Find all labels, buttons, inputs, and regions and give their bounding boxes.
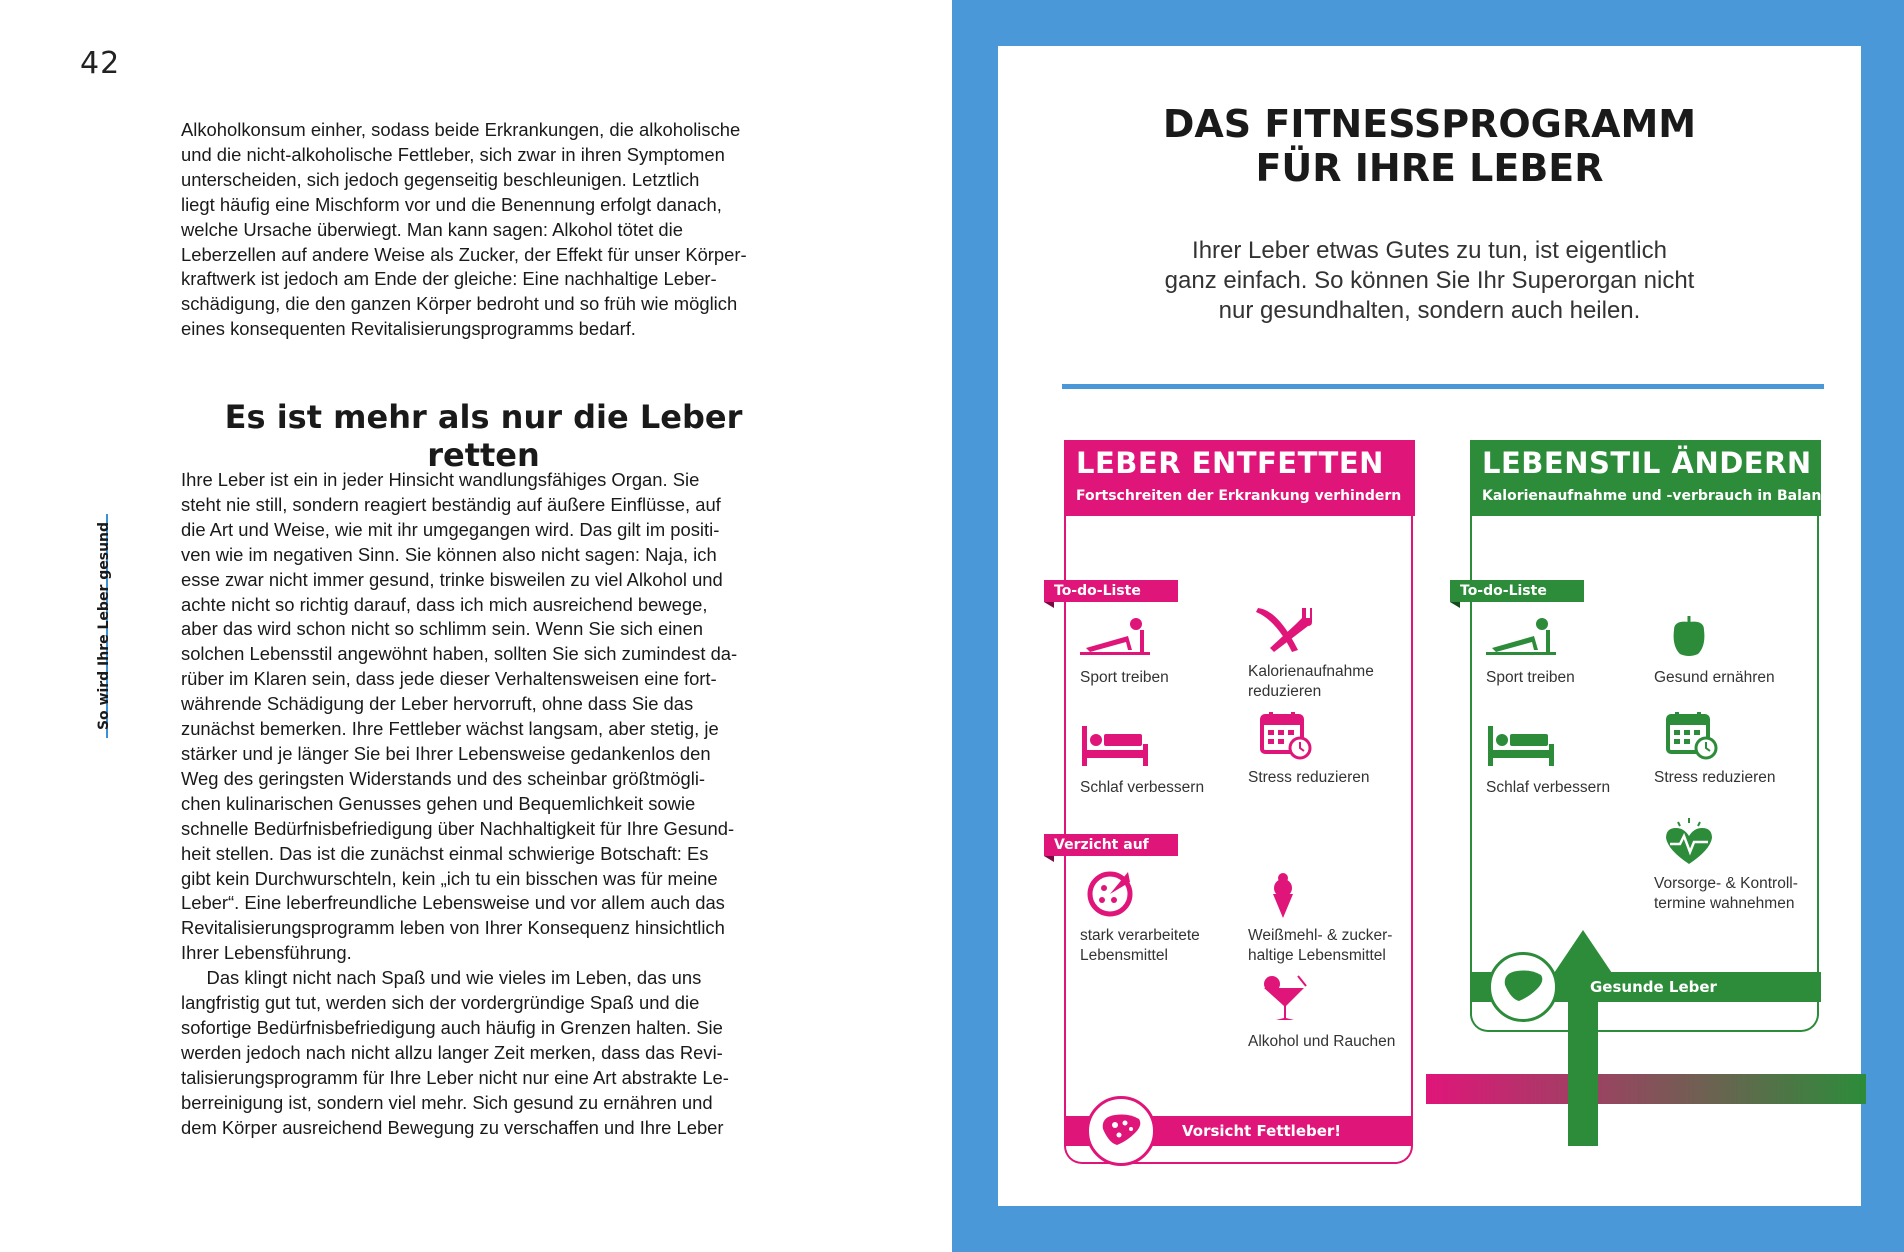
title-line: FÜR IHRE LEBER <box>1255 146 1604 190</box>
text-line: werden jedoch nach nicht allzu langer Zeit merken, dass das Revi- <box>181 1041 723 1063</box>
todo-tag: To-do-Liste <box>1044 580 1178 602</box>
page-number: 42 <box>80 46 121 81</box>
healthy-liver-badge <box>1488 952 1558 1022</box>
item-label: Kalorienaufnahme reduzieren <box>1248 663 1374 700</box>
text-line: schädigung, die den ganzen Körper bedroht und so früh wie möglich <box>181 293 738 315</box>
text-line: Leber“. Eine leberfreundliche Lebensweise und vor allem auch das <box>181 892 725 914</box>
text-line: aber das wird schon nicht so schlimm sein. Wenn Sie sich einen <box>181 618 703 640</box>
text-line: sofortige Bedürfnisbefriedigung auch häufig in Grenzen halten. Sie <box>181 1016 723 1038</box>
text-line: Weg des geringsten Widerstands und des scheinbar größtmögli- <box>181 767 706 789</box>
column-lebenstil-aendern <box>1460 440 1840 1032</box>
intro-line: ganz einfach. So können Sie Ihr Superorgan nicht <box>1164 267 1695 294</box>
text-line: Ihrer Lebensführung. <box>181 942 352 964</box>
text-line: stärker und je länger Sie bei Ihrer Lebensweise gedankenlos den <box>181 742 711 764</box>
text-line: kraftwerk ist jedoch am Ende der gleiche: Eine nachhaltige Leber- <box>181 268 717 290</box>
text-line: steht nie still, sondern reagiert beständig auf äußere Einflüsse, auf <box>181 493 721 515</box>
cocktail-icon <box>1248 974 1318 1024</box>
column-subtitle: Fortschreiten der Erkrankung verhindern <box>1076 488 1402 504</box>
text-line: dem Körper ausreichend Bewegung zu verschaffen und Ihre Leber <box>181 1116 724 1138</box>
text-line: währende Schädigung der Leber hervorruft, ohne dass Sie das <box>181 693 694 715</box>
text-line: die Art und Weise, wie mit ihr umgegangen wird. Das gilt im positi- <box>181 518 720 540</box>
intro-line: Ihrer Leber etwas Gutes zu tun, ist eigentlich <box>1192 237 1667 264</box>
divider-rule <box>1062 384 1824 389</box>
item-label: stark verarbeitete Lebensmittel <box>1080 927 1200 964</box>
right-page <box>952 0 1904 1252</box>
band-label: Gesunde Leber <box>1590 978 1717 996</box>
title-line: DAS FITNESSPROGRAMM <box>1162 102 1697 146</box>
text-line: rüber im Klaren sein, dass jede dieser Verhaltensweisen eine fort- <box>181 668 717 690</box>
item-label: Gesund ernähren <box>1654 669 1775 686</box>
text-line: langfristig gut tut, werden sich der vordergründige Spaß und die <box>181 992 700 1014</box>
item-label: Vorsorge- & Kontroll- termine wahnehmen <box>1654 875 1798 912</box>
fork-knife-icon <box>1248 604 1318 654</box>
column-title: LEBER ENTFETTEN <box>1076 446 1384 480</box>
item-label: Weißmehl- & zucker- haltige Lebensmittel <box>1248 927 1393 964</box>
item-stress <box>1654 710 1804 788</box>
item-label: Stress reduzieren <box>1248 769 1370 786</box>
todo-tag: To-do-Liste <box>1450 580 1584 602</box>
item-label: Sport treiben <box>1080 669 1169 686</box>
item-gesund <box>1654 610 1804 688</box>
bed-icon <box>1080 720 1150 770</box>
item-stress <box>1248 710 1398 788</box>
text-line: achte nicht so richtig darauf, dass ich mich ausreichend bewege, <box>181 593 708 615</box>
text-line: berreinigung ist, sondern viel mehr. Sich gesund zu ernähren und <box>181 1091 713 1113</box>
fatty-liver-badge <box>1086 1096 1156 1166</box>
text-line: Leberzellen auf andere Weise als Zucker, der Effekt für unser Körper- <box>181 243 747 265</box>
text-line: schnelle Bedürfnisbefriedigung über Nachhaltigkeit für Ihre Gesund- <box>181 817 735 839</box>
item-label: Sport treiben <box>1486 669 1575 686</box>
calendar-clock-icon <box>1248 710 1318 760</box>
text-line: Revitalisierungsprogramm leben von Ihrer Konsequenz hinsichtlich <box>181 917 725 939</box>
item-sport <box>1486 610 1636 688</box>
chapter-side-tab <box>96 514 110 738</box>
column-title: LEBENSTIL ÄNDERN <box>1482 446 1812 480</box>
pushup-icon <box>1486 610 1556 660</box>
pizza-icon <box>1080 868 1150 918</box>
text-line: unterscheiden, sich jedoch gegenseitig beschleunigen. Letztlich <box>181 168 700 190</box>
paragraph-2 <box>181 468 786 1140</box>
ice-cream-icon <box>1248 868 1318 918</box>
item-weissmehl <box>1248 868 1398 966</box>
fatty-liver-icon <box>1089 1099 1153 1163</box>
item-schlaf <box>1080 720 1230 798</box>
text-line: heit stellen. Das ist die zunächst einmal schwierige Botschaft: Es <box>181 842 709 864</box>
band-label: Vorsicht Fettleber! <box>1182 1122 1342 1140</box>
text-line: liegt häufig eine Mischform vor und die Benennung erfolgt danach, <box>181 193 722 215</box>
text-line: Das klingt nicht nach Spaß und wie vieles im Leben, das uns <box>181 967 702 989</box>
pushup-icon <box>1080 610 1150 660</box>
item-verarbeitet <box>1080 868 1230 966</box>
item-sport <box>1080 610 1230 688</box>
infographic-card <box>998 46 1861 1206</box>
column-leber-entfetten <box>1054 440 1413 1164</box>
text-line: esse zwar nicht immer gesund, trinke bisweilen zu viel Alkohol und <box>181 568 723 590</box>
item-label: Schlaf verbessern <box>1486 779 1611 796</box>
item-schlaf <box>1486 720 1636 798</box>
paragraph-1 <box>181 118 786 342</box>
liver-icon <box>1491 955 1555 1019</box>
item-alkohol <box>1248 974 1398 1052</box>
verzicht-tag: Verzicht auf <box>1044 834 1178 856</box>
text-line: ven wie im negativen Sinn. Sie können also nicht sagen: Naja, ich <box>181 543 717 565</box>
text-line: Alkoholkonsum einher, sodass beide Erkrankungen, die alkoholische <box>181 119 741 140</box>
text-line: eines konsequenten Revitalisierungsprogramms bedarf. <box>181 318 636 340</box>
text-line: Ihre Leber ist ein in jeder Hinsicht wandlungsfähiges Organ. Sie <box>181 469 700 490</box>
side-tab-label: So wird Ihre Leber gesund <box>96 521 112 731</box>
text-line: gibt kein Durchwurschteln, kein „ich tu ein bisschen was für meine <box>181 867 718 889</box>
text-line: solchen Lebensstil angewöhnt haben, sollten Sie sich zumindest da- <box>181 643 738 665</box>
column-header <box>1470 440 1840 516</box>
intro-line: nur gesundhalten, sondern auch heilen. <box>1218 297 1641 324</box>
text-line: zunächst bemerken. Ihre Fettleber wächst langsam, aber stetig, je <box>181 718 719 740</box>
item-vorsorge <box>1654 816 1804 914</box>
bed-icon <box>1486 720 1556 770</box>
text-line: chen kulinarischen Genusses gehen und Bequemlichkeit sowie <box>181 792 696 814</box>
heart-pulse-icon <box>1654 816 1724 866</box>
section-heading: Es ist mehr als nur die Leber retten <box>224 398 743 474</box>
pepper-icon <box>1654 610 1724 660</box>
item-label: Stress reduzieren <box>1654 769 1776 786</box>
item-kalorien <box>1248 604 1398 702</box>
infographic-intro <box>1098 236 1761 326</box>
text-line: talisierungsprogramm für Ihre Leber nicht nur eine Art abstrakte Le- <box>181 1066 729 1088</box>
infographic-title <box>1098 102 1761 190</box>
item-label: Alkohol und Rauchen <box>1248 1033 1396 1050</box>
column-header <box>1064 440 1415 516</box>
text-line: welche Ursache überwiegt. Man kann sagen: Alkohol tötet die <box>181 218 683 240</box>
item-label: Schlaf verbessern <box>1080 779 1205 796</box>
text-line: und die nicht-alkoholische Fettleber, sich zwar in ihren Symptomen <box>181 143 725 165</box>
calendar-clock-icon <box>1654 710 1724 760</box>
column-subtitle: Kalorienaufnahme und -verbrauch in Balance <box>1482 488 1840 504</box>
